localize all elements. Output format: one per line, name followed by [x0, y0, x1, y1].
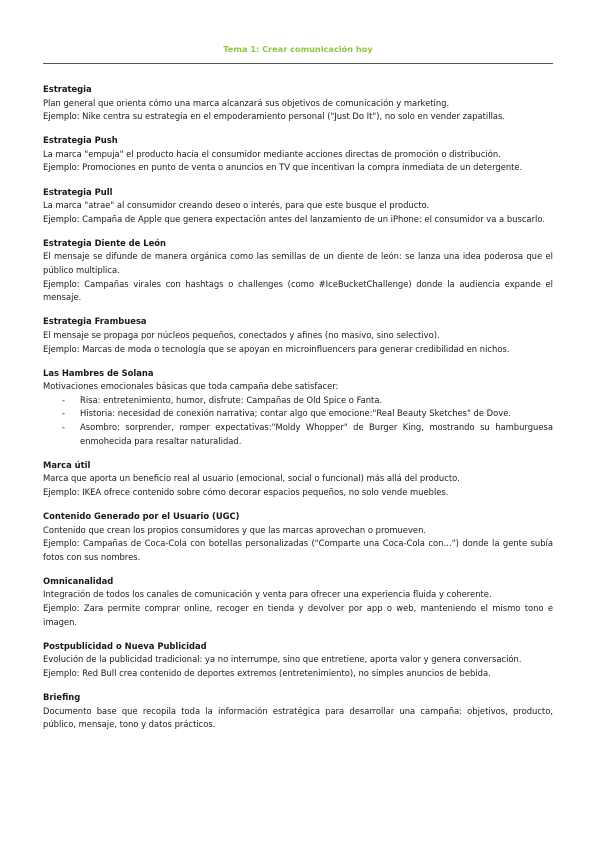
- definition-text: Documento base que recopila toda la información estratégica para desarrollar una campaña: objetivos, producto, público, mensaje, tono y datos prácticos.: [43, 705, 553, 730]
- definition-text: El mensaje se difunde de manera orgánica como las semillas de un diente de león: se lanza una idea poderosa que el público multiplica.: [43, 251, 553, 276]
- header-divider: [43, 63, 553, 64]
- section-estrategia-push: [43, 134, 553, 175]
- section-title: Briefing: [43, 691, 81, 702]
- example-text: Ejemplo: Campañas virales con hashtags o challenges (como #IceBucketChallenge) donde la audiencia expande el mensaje.: [43, 278, 553, 303]
- page-title: Tema 1: Crear comunicación hoy: [223, 44, 373, 54]
- definition-text: Plan general que orienta cómo una marca alcanzará sus objetivos de comunicación y marketing.: [43, 97, 450, 108]
- section-title: Estrategia Frambuesa: [43, 316, 147, 327]
- section-hambres-de-solana: [43, 367, 553, 449]
- list-item: - Asombro: sorprender, romper expectativas:"Moldy Whopper" de Burger King, mostrando su hamburguesa enmohecida para resaltar naturalidad.: [71, 421, 553, 448]
- definition-text: Evolución de la publicidad tradicional: ya no interrumpe, sino que entretiene, aporta valor y genera conversación.: [43, 654, 522, 665]
- example-text: Ejemplo: Campañas de Coca-Cola con botellas personalizadas ("Comparte una Coca-Cola con…") donde la gente subía fotos con sus nombres.: [43, 538, 553, 562]
- section-title: Contenido Generado por el Usuario (UGC): [43, 510, 240, 521]
- definition-text: Motivaciones emocionales básicas que toda campaña debe satisfacer:: [43, 381, 339, 392]
- section-title: Omnicanalidad: [43, 575, 114, 586]
- example-text: Ejemplo: Red Bull crea contenido de deportes extremos (entretenimiento), no simples anuncios de bebida.: [43, 667, 491, 678]
- section-marca-util: [43, 459, 553, 500]
- section-title: Postpublicidad o Nueva Publicidad: [43, 640, 207, 651]
- list-item: - Risa: entretenimiento, humor, disfrute: Campañas de Old Spice o Fanta.: [71, 394, 553, 408]
- section-ugc: [43, 510, 553, 564]
- example-text: Ejemplo: Zara permite comprar online, recoger en tienda y devolver por app o web, manteniendo el mismo tono e imagen.: [43, 603, 553, 627]
- section-title: Estrategia Diente de León: [43, 237, 166, 248]
- section-briefing: [43, 691, 553, 732]
- section-title: Estrategia: [43, 84, 92, 94]
- section-estrategia-frambuesa: [43, 315, 553, 356]
- section-omnicanalidad: [43, 575, 553, 629]
- example-text: Ejemplo: Marcas de moda o tecnología que se apoyan en microinfluencers para generar credibilidad en nichos.: [43, 343, 510, 354]
- section-postpublicidad: [43, 640, 553, 681]
- section-title: Marca útil: [43, 459, 91, 470]
- section-estrategia-pull: [43, 186, 553, 227]
- definition-text: Contenido que crean los propios consumidores y que las marcas aprovechan o promueven.: [43, 524, 427, 535]
- definition-text: El mensaje se propaga por núcleos pequeños, conectados y afines (no masivo, sino selectivo).: [43, 329, 440, 340]
- definition-text: La marca "empuja" el producto hacia el consumidor mediante acciones directas de promoción o distribución.: [43, 148, 501, 159]
- definition-text: La marca "atrae" al consumidor creando deseo o interés, para que este busque el producto.: [43, 200, 430, 211]
- section-title: Estrategia Pull: [43, 186, 113, 197]
- definition-text: Integración de todos los canales de comunicación y venta para ofrecer una experiencia fluida y coherente.: [43, 589, 492, 600]
- example-text: Ejemplo: Campaña de Apple que genera expectación antes del lanzamiento de un iPhone: el consumidor va a buscarlo.: [43, 213, 545, 224]
- section-estrategia: [43, 83, 553, 124]
- section-estrategia-diente-de-leon: [43, 237, 553, 305]
- section-title: Estrategia Push: [43, 135, 118, 146]
- example-text: Ejemplo: Nike centra su estrategia en el empoderamiento personal ("Just Do It"), no solo en vender zapatillas.: [43, 111, 506, 122]
- list-item: - Historia: necesidad de conexión narrativa; contar algo que emocione:"Real Beauty Sketches" de Dove.: [71, 407, 553, 421]
- example-text: Ejemplo: IKEA ofrece contenido sobre cómo decorar espacios pequeños, no solo vende muebles.: [43, 486, 449, 497]
- document-body: [43, 83, 553, 742]
- example-text: Ejemplo: Promociones en punto de venta o anuncios en TV que incentivan la compra inmediata de un detergente.: [43, 162, 523, 173]
- definition-text: Marca que aporta un beneficio real al usuario (emocional, social o funcional) más allá del producto.: [43, 473, 460, 484]
- section-title: Las Hambres de Solana: [43, 367, 154, 378]
- bullet-list: [43, 394, 553, 448]
